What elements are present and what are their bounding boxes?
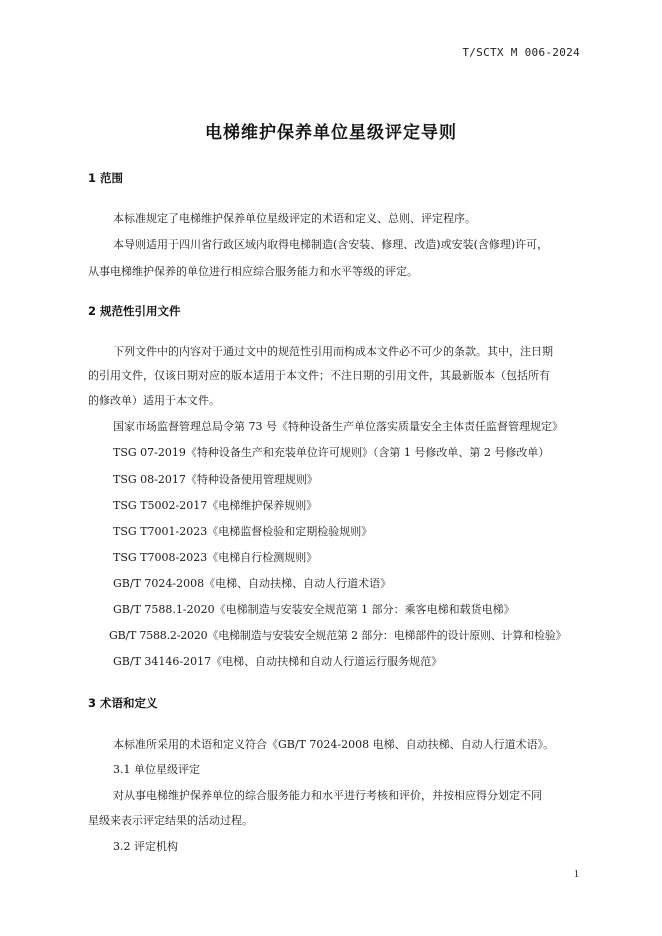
subsection-heading: 3.1 单位星级评定 bbox=[113, 763, 200, 776]
subsection-heading: 3.2 评定机构 bbox=[113, 840, 178, 853]
section-heading-scope: 1 范围 bbox=[88, 171, 124, 185]
reference-item: TSG T5002-2017《电梯维护保养规则》 bbox=[113, 499, 318, 512]
reference-item: TSG T7008-2023《电梯自行检测规则》 bbox=[113, 551, 318, 564]
page-number: 1 bbox=[573, 869, 579, 880]
reference-item: GB/T 7588.1-2020《电梯制造与安装安全规范第 1 部分：乘客电梯和载货电梯》 bbox=[113, 603, 515, 616]
paragraph: 的修改单）适用于本文件。 bbox=[88, 394, 220, 407]
reference-item: GB/T 7024-2008《电梯、自动扶梯、自动人行道术语》 bbox=[113, 577, 392, 590]
paragraph: 本标准所采用的术语和定义符合《GB/T 7024-2008 电梯、自动扶梯、自动人行道术语》。 bbox=[113, 738, 555, 751]
reference-item: TSG 07-2019《特种设备生产和充装单位许可规则》（含第 1 号修改单、第 2 号修改单） bbox=[113, 446, 550, 459]
document-code: T/SCTX M 006-2024 bbox=[462, 46, 580, 59]
paragraph: 对从事电梯维护保养单位的综合服务能力和水平进行考核和评价，并按相应得分划定不同 bbox=[113, 789, 542, 802]
paragraph: 本标准规定了电梯维护保养单位星级评定的术语和定义、总则、评定程序。 bbox=[113, 212, 476, 225]
reference-item: GB/T 7588.2-2020《电梯制造与安装安全规范第 2 部分：电梯部件的设计原则、计算和检验》 bbox=[109, 629, 567, 642]
reference-item: TSG T7001-2023《电梯监督检验和定期检验规则》 bbox=[113, 525, 373, 538]
reference-item: TSG 08-2017《特种设备使用管理规则》 bbox=[113, 473, 318, 486]
section-heading-normative-references: 2 规范性引用文件 bbox=[88, 304, 181, 318]
paragraph: 从事电梯维护保养的单位进行相应综合服务能力和水平等级的评定。 bbox=[88, 265, 418, 278]
document-title: 电梯维护保养单位星级评定导则 bbox=[205, 123, 457, 143]
paragraph: 星级来表示评定结果的活动过程。 bbox=[88, 814, 253, 827]
section-heading-terms-definitions: 3 术语和定义 bbox=[88, 696, 158, 710]
reference-item: GB/T 34146-2017《电梯、自动扶梯和自动人行道运行服务规范》 bbox=[113, 655, 443, 668]
paragraph: 的引用文件，仅该日期对应的版本适用于本文件；不注日期的引用文件，其最新版本（包括所有 bbox=[88, 369, 550, 382]
reference-item: 国家市场监督管理总局令第 73 号《特种设备生产单位落实质量安全主体责任监督管理规定》 bbox=[113, 420, 563, 433]
paragraph: 本导则适用于四川省行政区域内取得电梯制造(含安装、修理、改造)或安装(含修理)许可， bbox=[113, 238, 549, 251]
paragraph: 下列文件中的内容对于通过文中的规范性引用而构成本文件必不可少的条款。其中，注日期 bbox=[113, 345, 553, 358]
